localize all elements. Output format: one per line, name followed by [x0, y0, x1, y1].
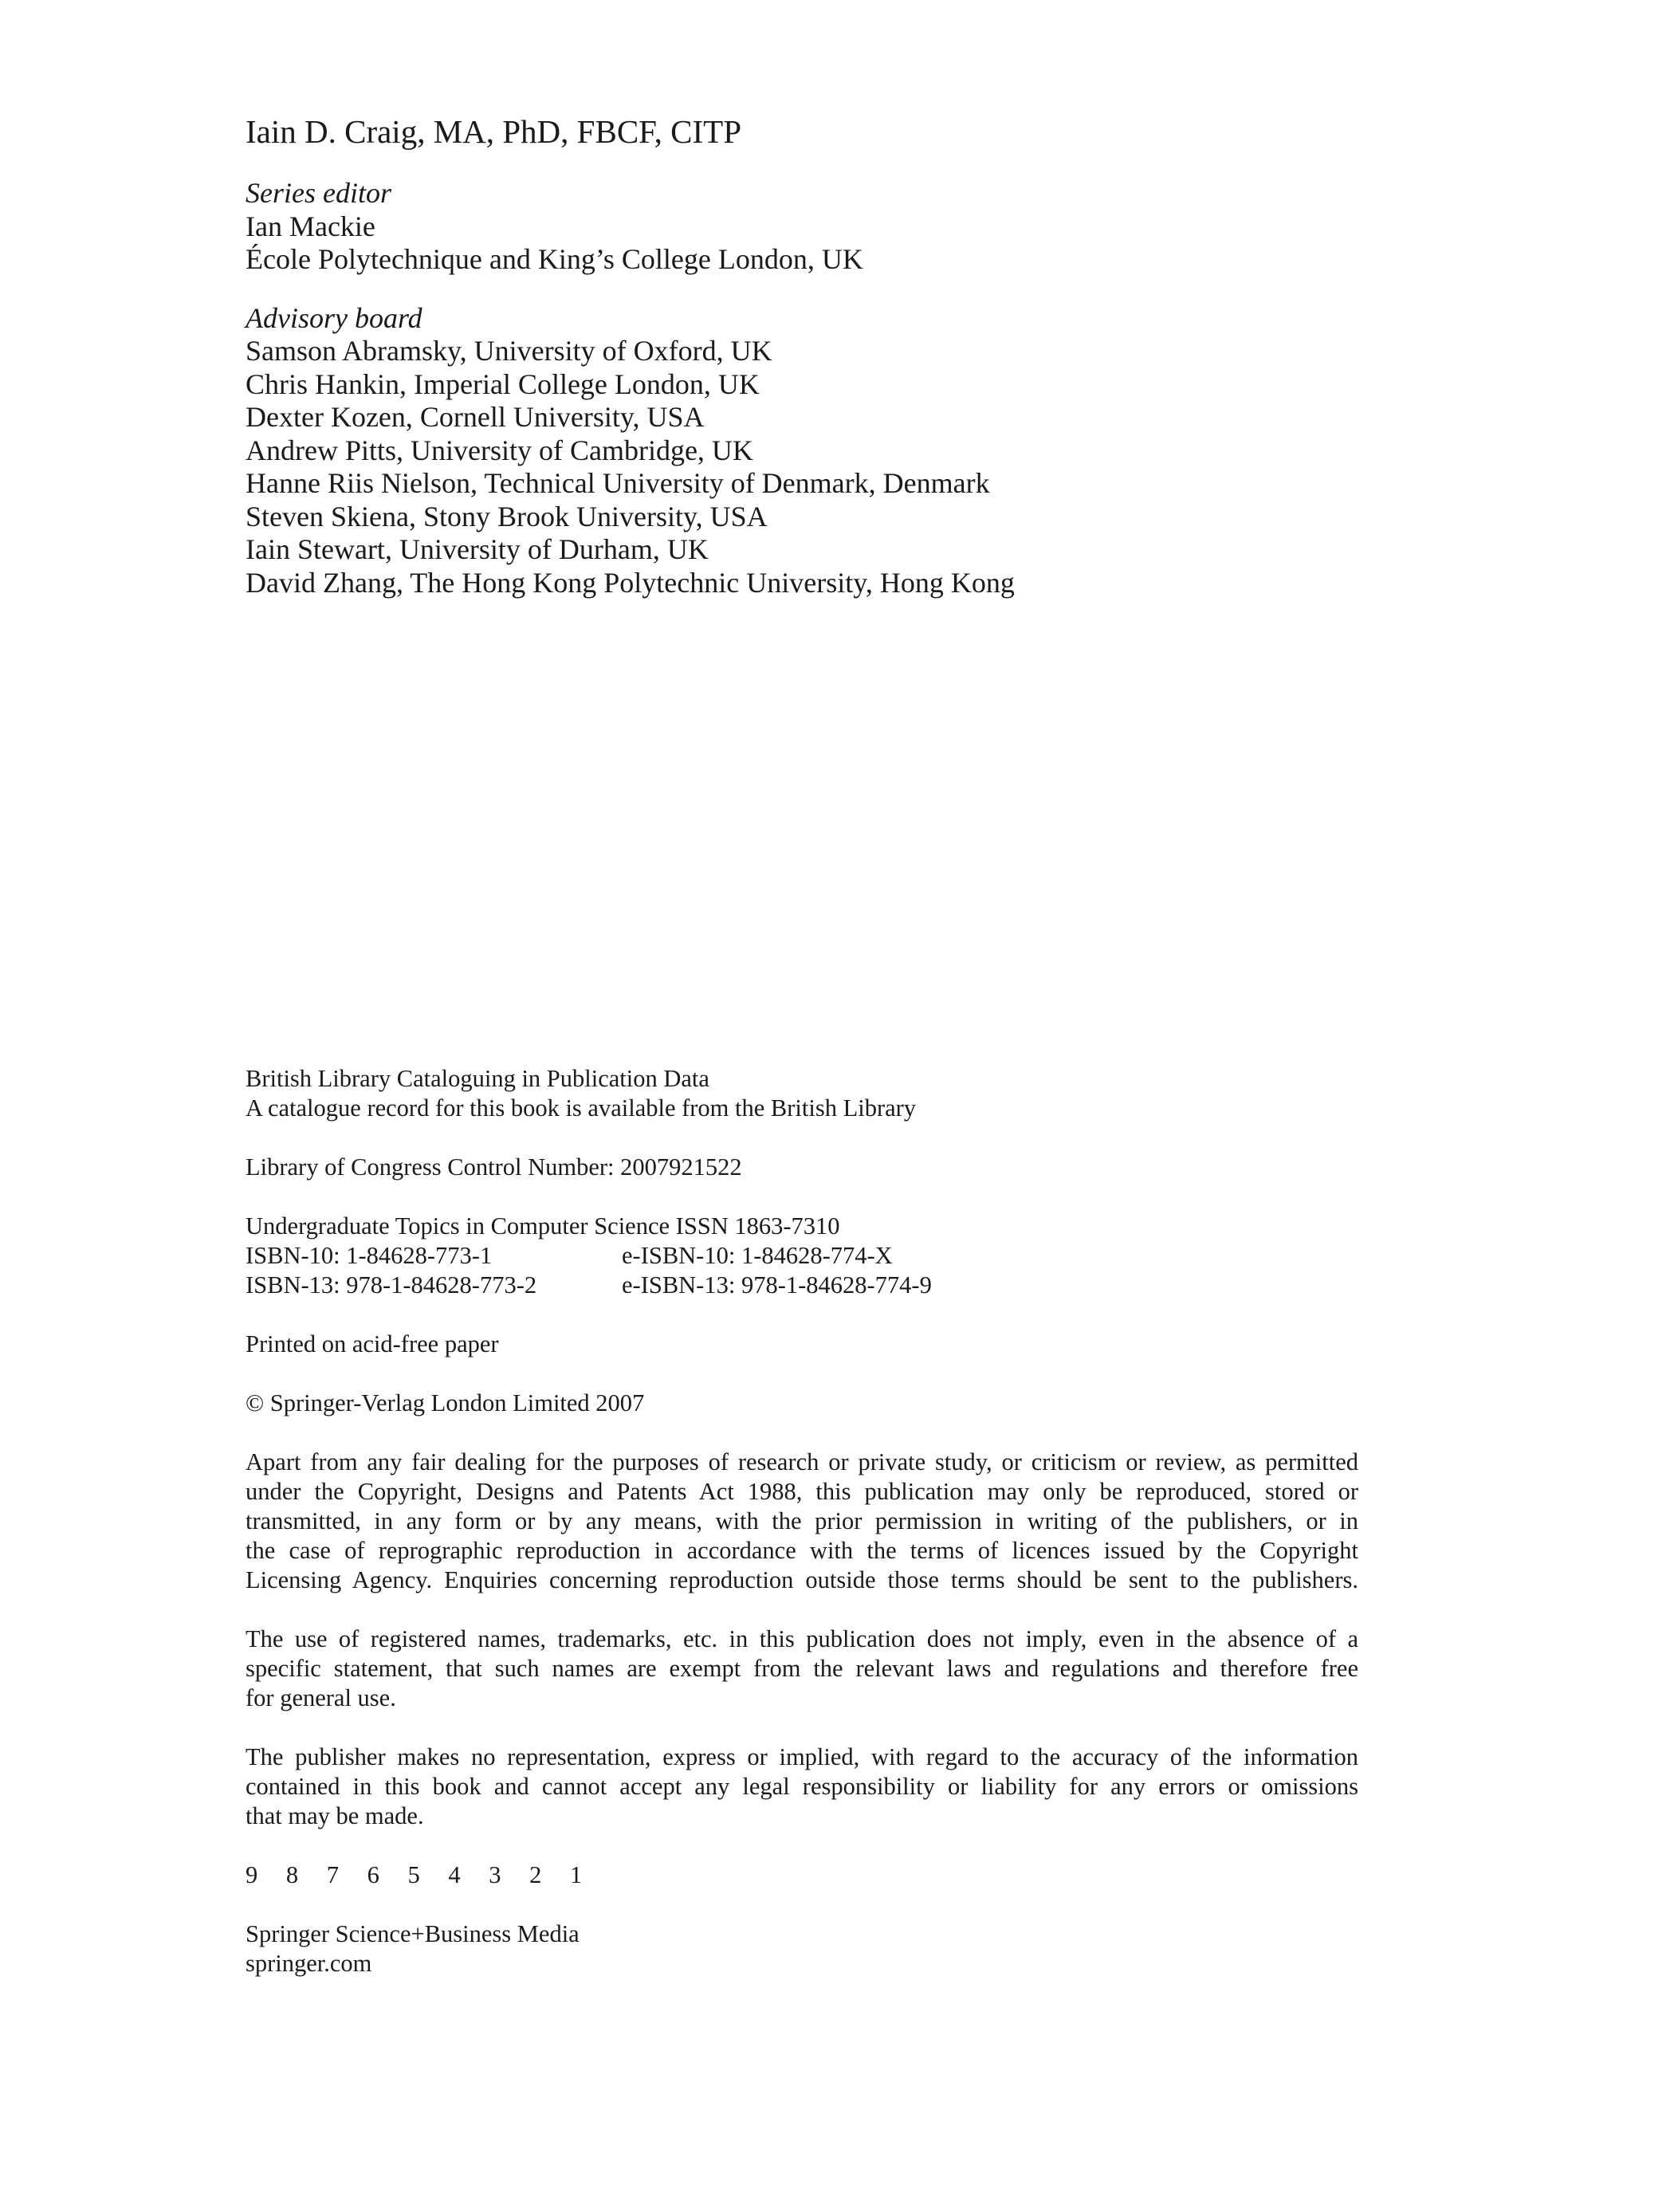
imprint-block — [246, 1064, 1358, 2008]
paragraph-line: Licensing Agency. Enquiries concerning reproduction outside those terms should be sent to the publishers. — [246, 1566, 1358, 1593]
paragraph-line: transmitted, in any form or by any means, with the prior permission in writing of the publishers, or in — [246, 1507, 1358, 1534]
advisory-board-member: Andrew Pitts, University of Cambridge, UK — [246, 434, 753, 466]
advisory-board-member: Iain Stewart, University of Durham, UK — [246, 533, 709, 565]
fair-dealing-paragraph — [246, 1448, 1358, 1595]
advisory-board-member: Samson Abramsky, University of Oxford, UK — [246, 335, 772, 367]
paragraph-line: for general use. — [246, 1684, 396, 1711]
series-editor-label: Series editor — [246, 177, 391, 209]
isbn-10: ISBN-10: 1-84628-773-1 — [246, 1242, 493, 1269]
paragraph-line: under the Copyright, Designs and Patents Act 1988, this publication may only be reproduced, stored or — [246, 1478, 1358, 1505]
series-editor-name: Ian Mackie — [246, 210, 375, 242]
author-credit: Iain D. Craig, MA, PhD, FBCF, CITP — [246, 113, 742, 150]
advisory-board-member: David Zhang, The Hong Kong Polytechnic University, Hong Kong — [246, 566, 1015, 599]
disclaimer-paragraph — [246, 1742, 1358, 1831]
printing-line: 9 8 7 6 5 4 3 2 1 — [246, 1861, 594, 1888]
cataloguing-line: British Library Cataloguing in Publication Data — [246, 1065, 709, 1092]
copyright-notice: © Springer-Verlag London Limited 2007 — [246, 1389, 645, 1416]
trademarks-paragraph — [246, 1625, 1358, 1713]
isbn-13: ISBN-13: 978-1-84628-773-2 — [246, 1271, 537, 1299]
paragraph-line: The publisher makes no representation, express or implied, with regard to the accuracy of the information — [246, 1743, 1358, 1770]
paragraph-line: that may be made. — [246, 1802, 424, 1829]
paper-note: Printed on acid-free paper — [246, 1330, 499, 1357]
series-issn: Undergraduate Topics in Computer Science ISSN 1863-7310 — [246, 1212, 840, 1240]
advisory-board-member: Dexter Kozen, Cornell University, USA — [246, 401, 705, 433]
isbn-10-row — [246, 1241, 1358, 1271]
advisory-board-member: Steven Skiena, Stony Brook University, USA — [246, 500, 768, 532]
publisher-url: springer.com — [246, 1950, 372, 1977]
paragraph-line: specific statement, that such names are exempt from the relevant laws and regulations and therefore free — [246, 1655, 1358, 1682]
isbn-13-row — [246, 1271, 1358, 1300]
loc-control-number: Library of Congress Control Number: 2007921522 — [246, 1153, 742, 1181]
cataloguing-line: A catalogue record for this book is available from the British Library — [246, 1094, 917, 1122]
publisher-name: Springer Science+Business Media — [246, 1920, 580, 1947]
paragraph-line: the case of reprographic reproduction in accordance with the terms of licences issued by the Copyright — [246, 1537, 1358, 1564]
advisory-board-label: Advisory board — [246, 301, 422, 334]
series-editor-block — [246, 177, 1362, 277]
publisher-block — [246, 1919, 1358, 1978]
paragraph-line: The use of registered names, trademarks, etc. in this publication does not imply, even in the absence of a — [246, 1625, 1358, 1652]
advisory-board-member: Chris Hankin, Imperial College London, UK — [246, 367, 760, 400]
advisory-board-member: Hanne Riis Nielson, Technical University of Denmark, Denmark — [246, 467, 990, 499]
e-isbn-13: e-ISBN-13: 978-1-84628-774-9 — [622, 1271, 932, 1299]
cataloguing-data — [246, 1064, 1358, 1123]
e-isbn-10: e-ISBN-10: 1-84628-774-X — [622, 1242, 893, 1269]
advisory-board-block — [246, 302, 1362, 600]
paragraph-line: Apart from any fair dealing for the purposes of research or private study, or criticism or review, as permitted — [246, 1448, 1358, 1475]
series-editor-affiliation: École Polytechnique and King’s College London, UK — [246, 243, 863, 275]
isbn-block — [246, 1212, 1358, 1300]
front-matter-credits — [246, 112, 1362, 599]
paragraph-line: contained in this book and cannot accept any legal responsibility or liability for any errors or omissions — [246, 1773, 1358, 1800]
